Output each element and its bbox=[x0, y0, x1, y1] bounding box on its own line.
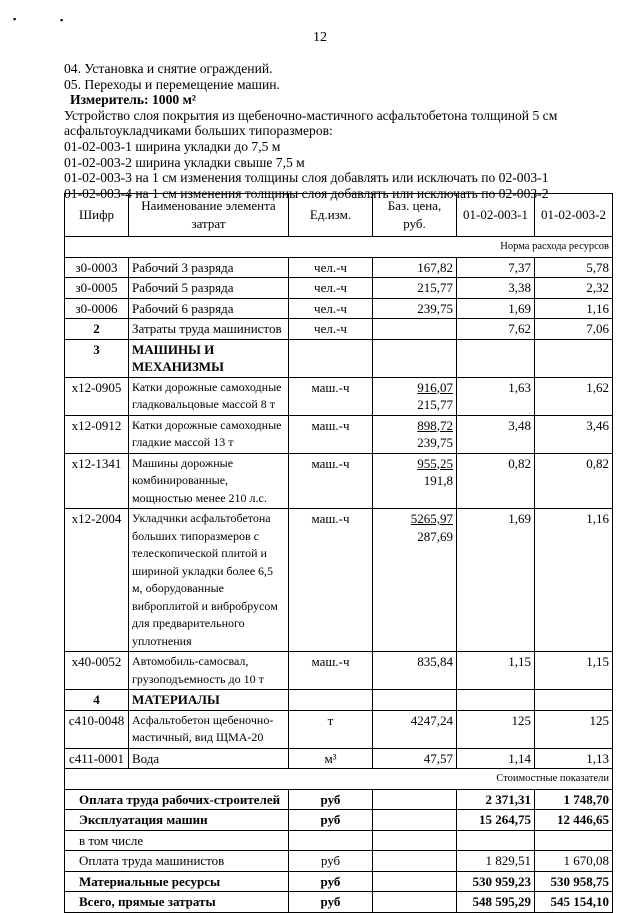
page-number: 12 bbox=[313, 30, 327, 45]
price-value: 916,07 bbox=[417, 379, 453, 395]
row-code: з0-0005 bbox=[65, 278, 129, 299]
row-price bbox=[373, 453, 457, 509]
price-wage-value: 191,8 bbox=[423, 473, 453, 488]
total-value-2: 12 446,65 bbox=[535, 810, 613, 831]
total-price bbox=[373, 810, 457, 831]
table-row bbox=[65, 298, 613, 319]
scan-mark: ▪ bbox=[60, 15, 64, 25]
table-body bbox=[65, 237, 613, 913]
price-wage-value: 215,77 bbox=[417, 397, 453, 412]
intro-line: 01-02-003-2 ширина укладки свыше 7,5 м bbox=[64, 154, 305, 170]
row-value-2: 1,15 bbox=[535, 652, 613, 690]
total-value-2 bbox=[535, 830, 613, 851]
total-price bbox=[373, 871, 457, 892]
row-price bbox=[373, 690, 457, 711]
row-name: Рабочий 3 разряда bbox=[129, 257, 289, 278]
row-unit: маш.-ч bbox=[289, 453, 373, 509]
row-name: Катки дорожные самоходные гладкие массой 13 т bbox=[129, 415, 289, 453]
row-price bbox=[373, 319, 457, 340]
total-value-1: 530 959,23 bbox=[457, 871, 535, 892]
total-name: Оплата труда рабочих-строителей bbox=[65, 789, 289, 810]
table-row bbox=[65, 257, 613, 278]
row-price bbox=[373, 377, 457, 415]
section-row bbox=[65, 237, 613, 258]
price-value: 835,84 bbox=[417, 654, 453, 669]
row-unit: маш.-ч bbox=[289, 652, 373, 690]
row-value-2: 1,62 bbox=[535, 377, 613, 415]
row-price bbox=[373, 509, 457, 652]
measure-unit: Измеритель: 1000 м² bbox=[70, 92, 196, 108]
scan-mark: ▪ bbox=[13, 14, 17, 24]
row-unit bbox=[289, 339, 373, 377]
row-unit: маш.-ч bbox=[289, 415, 373, 453]
header-col1: 01-02-003-1 bbox=[457, 194, 535, 237]
row-price bbox=[373, 298, 457, 319]
intro-line: 04. Установка и снятие ограждений. bbox=[64, 61, 273, 76]
row-unit bbox=[289, 690, 373, 711]
row-price bbox=[373, 415, 457, 453]
row-code: х12-1341 bbox=[65, 453, 129, 509]
total-price bbox=[373, 851, 457, 872]
total-value-2: 1 670,08 bbox=[535, 851, 613, 872]
intro-line: 01-02-003-1 ширина укладки до 7,5 м bbox=[64, 138, 281, 154]
row-value-1: 125 bbox=[457, 710, 535, 748]
header-unit: Ед.изм. bbox=[289, 194, 373, 237]
intro-line: 01-02-003-3 на 1 см изменения толщины слоя добавлять или исключать по 02-003-1 bbox=[64, 170, 549, 186]
total-value-1: 2 371,31 bbox=[457, 789, 535, 810]
section-label: Стоимостные показатели bbox=[65, 769, 613, 790]
intro-text bbox=[64, 61, 624, 201]
price-value: 5265,97 bbox=[410, 511, 453, 526]
header-col2: 01-02-003-2 bbox=[535, 194, 613, 237]
row-name: Асфальтобетон щебеночно-мастичный, вид ЩМА-20 bbox=[129, 710, 289, 748]
total-unit: руб bbox=[289, 789, 373, 810]
row-code: з0-0003 bbox=[65, 257, 129, 278]
row-code: 4 bbox=[65, 690, 129, 711]
row-value-1: 3,38 bbox=[457, 278, 535, 299]
row-name: Затраты труда машинистов bbox=[129, 319, 289, 340]
total-unit: руб bbox=[289, 810, 373, 831]
row-price bbox=[373, 748, 457, 769]
row-value-2: 5,78 bbox=[535, 257, 613, 278]
price-value: 955,25 bbox=[417, 455, 453, 471]
total-price bbox=[373, 892, 457, 913]
row-unit: чел.-ч bbox=[289, 257, 373, 278]
total-value-2: 545 154,10 bbox=[535, 892, 613, 913]
row-code: х12-0905 bbox=[65, 377, 129, 415]
row-code: х12-2004 bbox=[65, 509, 129, 652]
total-name: в том числе bbox=[65, 830, 289, 851]
header-code: Шифр bbox=[65, 194, 129, 237]
row-name: МАШИНЫ И МЕХАНИЗМЫ bbox=[129, 339, 289, 377]
total-row bbox=[65, 810, 613, 831]
row-price bbox=[373, 710, 457, 748]
intro-line: 01-02-003-4 на 1 см изменения толщины слоя добавлять или исключать по 02-003-2 bbox=[64, 185, 549, 201]
total-name: Материальные ресурсы bbox=[65, 871, 289, 892]
row-name: Рабочий 5 разряда bbox=[129, 278, 289, 299]
row-value-2: 0,82 bbox=[535, 453, 613, 509]
price-value: 167,82 bbox=[417, 259, 453, 275]
row-value-2: 2,32 bbox=[535, 278, 613, 299]
row-value-2: 3,46 bbox=[535, 415, 613, 453]
row-value-1: 1,14 bbox=[457, 748, 535, 769]
total-price bbox=[373, 789, 457, 810]
row-value-1: 1,63 bbox=[457, 377, 535, 415]
total-unit: руб bbox=[289, 871, 373, 892]
total-value-1: 548 595,29 bbox=[457, 892, 535, 913]
row-price bbox=[373, 652, 457, 690]
row-value-1: 7,37 bbox=[457, 257, 535, 278]
price-value: 898,72 bbox=[417, 417, 453, 433]
total-price bbox=[373, 830, 457, 851]
table-header-row bbox=[65, 194, 613, 237]
row-value-1: 3,48 bbox=[457, 415, 535, 453]
row-unit: чел.-ч bbox=[289, 319, 373, 340]
row-value-1: 1,69 bbox=[457, 298, 535, 319]
row-value-1: 1,69 bbox=[457, 509, 535, 652]
table-row bbox=[65, 339, 613, 377]
row-code: з0-0006 bbox=[65, 298, 129, 319]
table-row bbox=[65, 509, 613, 652]
row-name: Рабочий 6 разряда bbox=[129, 298, 289, 319]
total-name: Эксплуатация машин bbox=[65, 810, 289, 831]
row-name: МАТЕРИАЛЫ bbox=[129, 690, 289, 711]
table-row bbox=[65, 319, 613, 340]
total-value-2: 530 958,75 bbox=[535, 871, 613, 892]
total-row bbox=[65, 892, 613, 913]
row-value-1: 1,15 bbox=[457, 652, 535, 690]
row-value-2 bbox=[535, 690, 613, 711]
intro-line: Устройство слоя покрытия из щебеночно-мастичного асфальтобетона толщиной 5 см bbox=[64, 107, 558, 123]
section-label: Норма расхода ресурсов bbox=[65, 237, 613, 258]
row-value-2: 7,06 bbox=[535, 319, 613, 340]
intro-line: асфальтоукладчиками больших типоразмеров: bbox=[64, 123, 333, 139]
row-value-2 bbox=[535, 339, 613, 377]
row-code: 2 bbox=[65, 319, 129, 340]
row-code: с410-0048 bbox=[65, 710, 129, 748]
total-unit: руб bbox=[289, 851, 373, 872]
total-row bbox=[65, 830, 613, 851]
header-name: Наименование элемента затрат bbox=[129, 194, 289, 237]
row-code: с411-0001 bbox=[65, 748, 129, 769]
price-value: 215,77 bbox=[417, 280, 453, 295]
row-value-2: 125 bbox=[535, 710, 613, 748]
total-value-1: 1 829,51 bbox=[457, 851, 535, 872]
table-row bbox=[65, 278, 613, 299]
table-row bbox=[65, 652, 613, 690]
total-unit bbox=[289, 830, 373, 851]
total-name: Оплата труда машинистов bbox=[65, 851, 289, 872]
total-unit: руб bbox=[289, 892, 373, 913]
row-price bbox=[373, 257, 457, 278]
row-value-2: 1,16 bbox=[535, 509, 613, 652]
row-value-1 bbox=[457, 690, 535, 711]
row-name: Вода bbox=[129, 748, 289, 769]
total-row bbox=[65, 871, 613, 892]
row-unit: м³ bbox=[289, 748, 373, 769]
row-code: х12-0912 bbox=[65, 415, 129, 453]
row-name: Укладчики асфальтобетона больших типоразмеров с телескопической плитой и шириной укладки более 6,5 м, оборудованные виброплитой и вибробрусом для предварительного уплотнения bbox=[129, 509, 289, 652]
table-row bbox=[65, 690, 613, 711]
intro-line: 05. Переходы и перемещение машин. bbox=[64, 76, 280, 92]
table-row bbox=[65, 377, 613, 415]
price-wage-value: 239,75 bbox=[417, 435, 453, 450]
header-price: Баз. цена, руб. bbox=[373, 194, 457, 237]
row-value-1: 0,82 bbox=[457, 453, 535, 509]
section-row bbox=[65, 769, 613, 790]
total-value-1 bbox=[457, 830, 535, 851]
row-value-2: 1,16 bbox=[535, 298, 613, 319]
row-price bbox=[373, 278, 457, 299]
total-value-1: 15 264,75 bbox=[457, 810, 535, 831]
row-name: Машины дорожные комбинированные, мощностью менее 210 л.с. bbox=[129, 453, 289, 509]
table-row bbox=[65, 710, 613, 748]
table-row bbox=[65, 453, 613, 509]
row-unit: чел.-ч bbox=[289, 278, 373, 299]
price-value: 239,75 bbox=[417, 300, 453, 316]
table-row bbox=[65, 748, 613, 769]
total-name: Всего, прямые затраты bbox=[65, 892, 289, 913]
total-value-2: 1 748,70 bbox=[535, 789, 613, 810]
row-unit: маш.-ч bbox=[289, 509, 373, 652]
row-unit: чел.-ч bbox=[289, 298, 373, 319]
total-row bbox=[65, 851, 613, 872]
price-wage-value: 287,69 bbox=[417, 528, 453, 544]
price-value: 4247,24 bbox=[410, 712, 453, 728]
row-value-1 bbox=[457, 339, 535, 377]
row-unit: т bbox=[289, 710, 373, 748]
cost-table bbox=[64, 193, 613, 913]
row-value-2: 1,13 bbox=[535, 748, 613, 769]
row-price bbox=[373, 339, 457, 377]
row-value-1: 7,62 bbox=[457, 319, 535, 340]
row-name: Автомобиль-самосвал, грузоподъемность до 10 т bbox=[129, 652, 289, 690]
price-value: 47,57 bbox=[423, 750, 453, 766]
row-name: Катки дорожные самоходные гладковальцовые массой 8 т bbox=[129, 377, 289, 415]
total-row bbox=[65, 789, 613, 810]
row-code: х40-0052 bbox=[65, 652, 129, 690]
row-unit: маш.-ч bbox=[289, 377, 373, 415]
row-code: 3 bbox=[65, 339, 129, 377]
table-row bbox=[65, 415, 613, 453]
